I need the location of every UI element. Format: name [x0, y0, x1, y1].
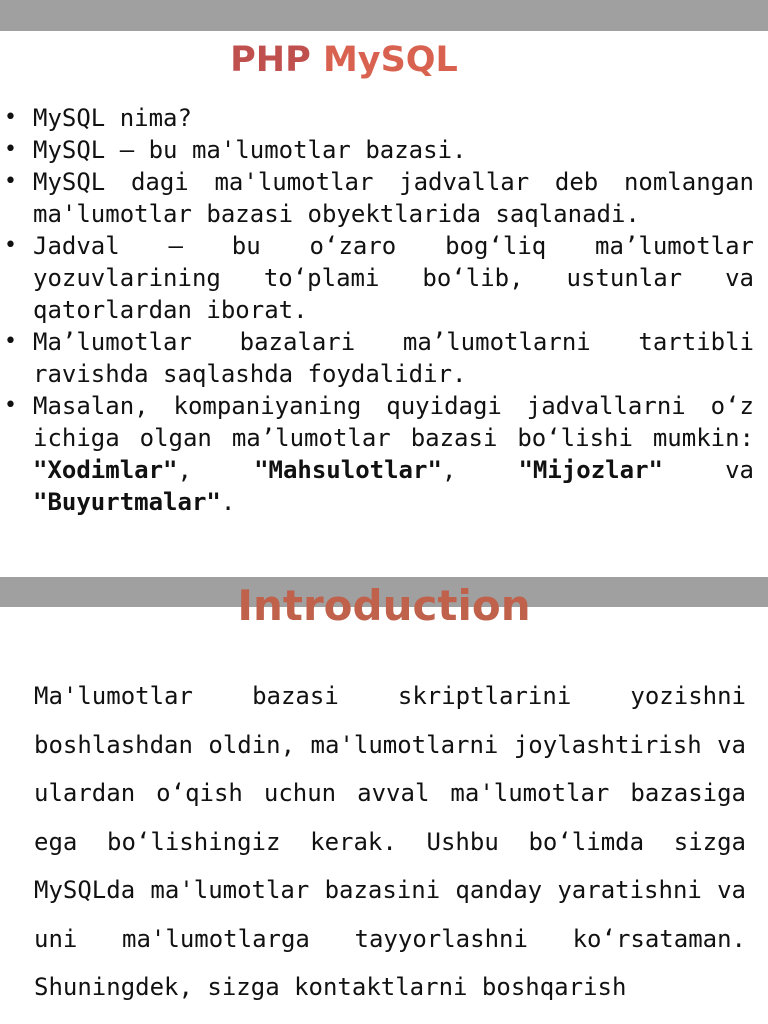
separator: va — [662, 456, 754, 484]
table-name-mahsulotlar: "Mahsulotlar" — [254, 456, 442, 484]
table-name-buyurtmalar: "Buyurtmalar" — [33, 488, 221, 516]
bullet-text: Ma’lumotlar bazalari ma’lumotlarni tartibli ravishda saqlashda foydalidir. — [33, 328, 754, 388]
table-name-mijozlar: "Mijozlar" — [518, 456, 663, 484]
separator: , — [177, 456, 255, 484]
separator: , — [441, 456, 519, 484]
section-title: Introduction — [237, 581, 531, 630]
bullet-icon: • — [4, 137, 17, 162]
bullet-text: MySQL nima? — [33, 104, 192, 132]
bullet-text: MySQL dagi ma'lumotlar jadvallar deb nomlangan ma'lumotlar bazasi obyektlarida saqlanadi. — [33, 168, 754, 228]
bullet-text: Jadval – bu o‘zaro bog‘liq ma’lumotlar yozuvlarining to‘plami bo‘lib, ustunlar va qatorlardan iborat. — [33, 232, 754, 324]
bullet-icon: • — [4, 329, 17, 354]
bullet-icon: • — [4, 105, 17, 130]
table-name-xodimlar: "Xodimlar" — [33, 456, 178, 484]
top-banner — [0, 0, 768, 31]
bullet-item — [0, 390, 754, 518]
section-paragraph: Ma'lumotlar bazasi skriptlarini yozishni boshlashdan oldin, ma'lumotlarni joylashtirish va ulardan o‘qish uchun avval ma'lumotlar bazasiga ega bo‘lishingiz kerak. Ushbu bo‘limda sizga MySQLda ma'lumotlar bazasini qanday yaratishni va uni ma'lumotlarga tayyorlashni ko‘rsataman. Shuningdek, sizga kontaktlarni boshqarish — [34, 682, 746, 1001]
bullet-text-intro: Masalan, kompaniyaning quyidagi jadvallarni o‘z ichiga olgan ma’lumotlar bazasi bo‘lishi mumkin: — [33, 392, 754, 452]
bullet-icon: • — [4, 169, 17, 194]
slide-title — [0, 36, 688, 84]
bullet-item — [0, 134, 754, 166]
bullet-item — [0, 326, 754, 390]
slide-title-php: PHP — [230, 40, 311, 80]
bullet-text: MySQL – bu ma'lumotlar bazasi. — [33, 136, 467, 164]
bullet-text — [33, 390, 754, 518]
bullet-icon: • — [4, 233, 17, 258]
bullet-icon: • — [4, 393, 17, 418]
bullet-item — [0, 102, 754, 134]
slide-title-mysql: MySQL — [322, 40, 458, 80]
bullet-item — [0, 166, 754, 230]
bullet-item — [0, 230, 754, 326]
bullet-list — [0, 102, 754, 518]
sentence-end: . — [220, 488, 236, 516]
